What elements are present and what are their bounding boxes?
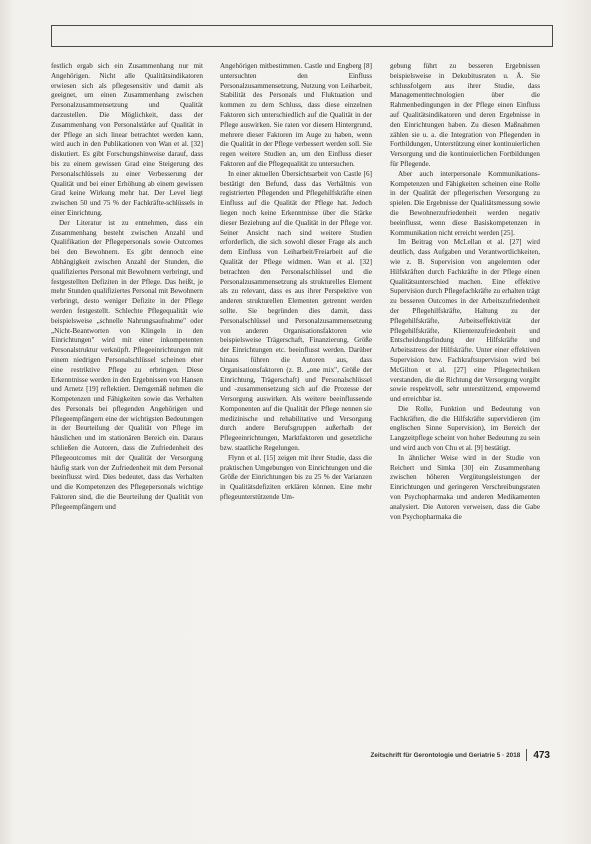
text-column-left <box>51 62 203 513</box>
page-number: 473 <box>533 749 550 761</box>
paragraph: Aber auch interpersonale Kommunikations-Kompetenzen und Fähigkeiten scheinen eine Rolle in der Qualität der pflegerischen Versorgung zu spielen. Die Ergebnisse der Qualitätsmessung sowie die Bewohnerzufriedenheit werden negativ beeinflusst, wenn diese Basiskompetenzen in Kommunikation nicht erreicht werden [25]. <box>390 169 540 237</box>
paragraph: Angehörigen mitbestimmen. Castle und Engberg [8] untersuchten den Einfluss Personalzusammensetzung, Nutzung von Leiharbeit, Stabilität des Personals und Fluktuation und kommen zu dem Schluss, dass diese einzelnen Faktoren sich unterschiedlich auf die Qualität in der Pflege auswirken. Sie raten vor diesem Hintergrund, mehrere dieser Faktoren im Auge zu haben, wenn die Qualität in der Pflege verbessert werden soll. Sie regen weitere Studien an, um den Einfluss dieser Faktoren auf die Pflegequalität zu untersuchen. <box>220 62 372 168</box>
paragraph: Die Rolle, Funktion und Bedeutung von Fachkräften, die die Hilfskräfte supervidieren (im englischen Sinne Supervision), im Bereich der Langzeitpflege scheint von hoher Bedeutung zu sein und wird auch von Chu et al. [9] bestätigt. <box>390 404 540 453</box>
paragraph: Flynn et al. [15] zeigen mit ihrer Studie, dass die praktischen Umgebungen von Einrichtungen und die Größe der Einrichtungen bis zu 25 % der Varianzen in Qualitätsdefiziten erklären können. Eine mehr pflegeunterstützende Um- <box>220 453 372 502</box>
text-column-right <box>390 62 540 522</box>
page-footer <box>360 748 550 762</box>
footer-divider <box>526 749 527 761</box>
text-column-middle <box>220 62 372 503</box>
journal-title: Zeitschrift für Gerontologie und Geriatrie 5 · 2018 <box>370 751 521 759</box>
paragraph: Der Literatur ist zu entnehmen, dass ein Zusammenhang besteht zwischen Anzahl und Qualifikation der Pflegepersonals sowie Outcomes bei den Bewohnern. Es gibt dennoch eine Abhängigkeit zwischen Anzahl der Stunden, die qualifiziertes Personal mit Bewohnern verbringt, und festgestellten Defiziten in der Pflege. Das heißt, je mehr Stunden qualifiziertes Personal mit Bewohnern verbringt, desto weniger Defizite in der Pflege werden festgestellt. Schlechte Pflegequalität wie beispielsweise „schnelle Nahrungsaufnahme" oder „Nicht-Beantworten von Klingeln in den Einrichtungen" wird mit einer inkompetenten Personalstruktur verknüpft. Pflegeeinrichtungen mit einem niedrigen Personalschlüssel scheinen eher eine restriktive Pflege zu erbringen. Diese Erkenntnisse werden in den Ergebnissen von Hansen und Arnetz [19] reflektiert. Demgemäß nehmen die Kompetenzen und Fähigkeiten sowie das Verhalten des Personals bei pflegenden Angehörigen und Pflegeempfängern eine der wichtigsten Bedeutungen in der Beurteilung der Qualität von Pflege im häuslichen und im stationären Bereich ein. Daraus schließen die Autoren, dass die Zufriedenheit des Pflegeoutcomes mit der Qualität der Versorgung häufig stark von der Zufriedenheit mit dem Personal beeinflusst wird. Dies bedeutet, dass das Verhalten und die Kompetenzen des Pflegepersonals wichtige Faktoren sind, die die Beurteilung der Qualität von Pflegeempfängern und <box>51 218 203 511</box>
paragraph: gebung führt zu besseren Ergebnissen beispielsweise in Dekubitusraten u. Ä. Sie schlussfolgern aus ihrer Studie, dass Managementtechnologien über die Rahmenbedingungen in der Pflege einen Einfluss auf Qualitätsindikatoren und deren Ergebnisse in den Einrichtungen haben. Zu diesen Maßnahmen zählen sie u. a. die Integration von Pflegenden in Fortbildungen, Unterstützung einer kontinuierlichen Versorgung und die kontinuierlichen Fortbildungen für Pflegende. <box>390 62 540 168</box>
header-rule-box <box>51 25 553 47</box>
paragraph: Im Beitrag von McLellan et al. [27] wird deutlich, dass Aufgaben und Verantwortlichkeiten, wie z. B. Supervision von angelernten oder Hilfskräften durch Fachkräfte in der Pflege einen Qualitätsunterschied machen. Eine effektive Supervision durch Pflegefachkräfte zu erhalten trägt zu besseren Outcomes in der Arbeitszufriedenheit der Pflegehilfskräfte, Haltung zu der Pflegehilfskräfte, Arbeitseffektivität der Pflegehilfskräfte, Klientenzufriedenheit und Entscheidungsfindung der Hilfskräfte und Arbeitsstress der Hilfskräfte. Unter einer effektiven Supervision bzw. Fachkraftsupervision wird bei McGilton et al. [27] eine Pflegetechniken verstanden, die die Richtung der Versorgung vorgibt sowie respektvoll, sehr unterstützend, empowernd und erreichbar ist. <box>390 238 540 404</box>
paragraph: In ähnlicher Weise wird in der Studie von Reichert und Simka [30] ein Zusammenhang zwischen höheren Vergütungsleistungen der Einrichtungen und geringeren Verschreibungsraten von Psychopharmaka und anderen Medikamenten analysiert. Die Autoren verweisen, dass die Gabe von Psychopharmaka die <box>390 453 540 521</box>
paragraph: festlich ergab sich ein Zusammenhang nur mit Angehörigen. Nicht alle Qualitätsindikatoren erwiesen sich als pflegesensitiv und damit als geeignet, um einen Zusammenhang zwischen Personalzusammensetzung und Qualität darzustellen. Die Möglichkeit, dass der Zusammenhang von Personalstärke auf Qualität in der Pflege an sich linear betrachtet werden kann, wird auch in den Publikationen von Wan et al. [32] diskutiert. Es gibt Forschungshinweise darauf, dass bis zu einem gewissen Grad eine Steigerung des Personalschlüssels zu einer Verbesserung der Qualität und bei einer Erhöhung ab einem gewissen Grad keine Wirkung mehr hat. Der Level liegt zwischen 50 und 75 % der Fachkräfte-schlüssels in einer Einrichtung. <box>51 62 203 217</box>
paragraph: In einer aktuellen Übersichtsarbeit von Castle [6] bestätigt den Befund, dass das Verhältnis von registrierten Pflegenden und Pflegehilfskräfte einen Einfluss auf die Qualität der Pflege hat. Jedoch liegen noch keine Erkenntnisse über die Stärke dieser Beziehung auf die Qualität in der Pflege vor. Seiner Ansicht nach sind weitere Studien erforderlich, die sich sowohl dieser Frage als auch dem Einfluss von Leiharbeit/Freiarbeit auf die Qualität der Pflege widmen. Wan et al. [32] betrachten den Personalschlüssel und die Personalzusammensetzung als strukturelles Element als zu relevant, dass es aus ihrer Perspektive von anderen strukturellen Elementen getrennt werden sollte. Sie begründen dies damit, dass Personalschlüssel und Personalzusammensetzung von anderen Organisationsfaktoren wie beispielsweise Trägerschaft, Finanzierung, Größe der Einrichtungen etc. beeinflusst werden. Darüber hinaus führen die Autoren aus, dass Organisationsfaktoren (z. B. „one mix", Größe der Einrichtung, Trägerschaft) und Personalschlüssel und -zusammensetzung sich auf die Prozesse der Versorgung auswirken. Als weitere beeinflussende Komponenten auf die Qualität der Pflege nennen sie medizinische und rehabilitative und Versorgung durch andere Berufsgruppen außerhalb der Pflegeeinrichtungen, Marktfaktoren und gesetzliche bzw. staatliche Regelungen. <box>220 169 372 453</box>
